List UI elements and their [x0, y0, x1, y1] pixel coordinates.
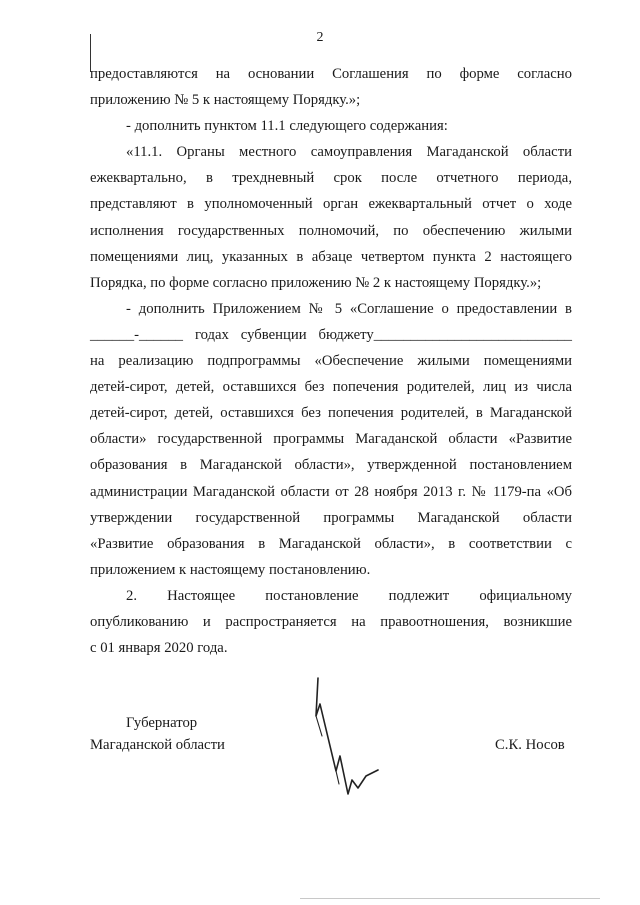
text-line: «Развитие образования в Магаданской области», в соответствии с — [90, 535, 572, 552]
signatory-title-line: Губернатор — [126, 715, 198, 731]
text-line: приложению № 5 к настоящему Порядку.»; — [90, 92, 361, 109]
text-line: «11.1. Органы местного самоуправления Магаданской области — [126, 144, 572, 161]
text-line: образования в Магаданской области», утвержденной постановлением — [90, 457, 572, 474]
text-line: детей-сирот, детей, оставшихся без попечения родителей, лиц из числа — [90, 379, 572, 396]
handwritten-signature — [306, 676, 386, 806]
text-line: администрации Магаданской области от 28 ноября 2013 г. № 1179-па «Об — [90, 483, 572, 500]
signatory-name: С.К. Носов — [495, 737, 565, 753]
text-line: ежеквартально, в трехдневный срок после отчетного периода, — [90, 170, 572, 187]
text-line: представляют в уполномоченный орган ежеквартальный отчет о ходе — [90, 196, 572, 213]
page-number: 2 — [316, 30, 324, 45]
text-line: исполнения государственных полномочий, по обеспечению жилыми — [90, 222, 572, 239]
text-line: опубликованию и распространяется на правоотношения, возникшие — [90, 613, 572, 630]
signatory-title-line: Магаданской области — [90, 737, 225, 753]
text-line: - дополнить пунктом 11.1 следующего содержания: — [126, 118, 448, 135]
text-line: на реализацию подпрограммы «Обеспечение жилыми помещениями — [90, 353, 572, 370]
text-line: утверждении государственной программы Магаданской области — [90, 509, 572, 526]
text-line: предоставляются на основании Соглашения по форме согласно — [90, 66, 572, 82]
text-line: ______-______ годах субвенции бюджету___________________________ — [90, 326, 572, 343]
document-body — [90, 61, 572, 661]
text-line: с 01 января 2020 года. — [90, 640, 228, 657]
text-line: детей-сирот, детей, оставшихся без попечения родителей, в Магаданской — [90, 405, 572, 422]
text-line: 2. Настоящее постановление подлежит официальному — [126, 587, 572, 604]
text-line: помещениями лиц, указанных в абзаце четвертом пункта 2 настоящего — [90, 248, 572, 265]
text-line: приложением к настоящему постановлению. — [90, 561, 371, 578]
text-line: - дополнить Приложением № 5 «Соглашение о предоставлении в — [126, 300, 572, 317]
text-line: области» государственной программы Магаданской области «Развитие — [90, 431, 572, 448]
bottom-rule — [300, 898, 600, 899]
text-line: Порядка, по форме согласно приложению № 2 к настоящему Порядку.»; — [90, 274, 542, 291]
signatory-title — [90, 712, 250, 756]
